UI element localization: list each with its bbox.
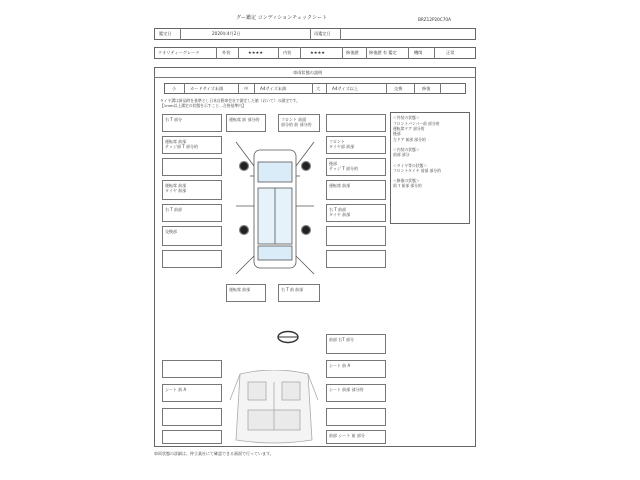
legend-small-text: カードサイズ未満	[190, 86, 224, 91]
cell-right-6	[326, 226, 386, 246]
legend-large-mark: 大	[316, 86, 321, 91]
interior-cell-right-5: 前部 シート 前 部分	[326, 430, 386, 444]
cell-left-7	[162, 250, 222, 268]
sheet-title: グー鑑定 コンディションチェックシート	[236, 15, 327, 21]
cell-left-5: 右 T 前部	[162, 204, 222, 222]
engine-label: 機関	[414, 50, 423, 55]
remarks-line: ＜内装の状態＞	[393, 147, 420, 152]
cell-bottom-2: 右 T 前 前部	[278, 284, 320, 302]
date-label: 鑑定日	[159, 31, 172, 36]
remarks-title: ＜外装の状態＞	[393, 115, 420, 120]
remarks-line: 前部 部分	[393, 152, 410, 158]
legend-replace-mark: 交換	[394, 86, 403, 91]
quality-label: クオリティーグレード	[158, 50, 200, 55]
cell-right-7	[326, 250, 386, 268]
condition-check-sheet	[150, 12, 480, 460]
remarks-line: 左ドア 前部 部分的	[393, 136, 426, 142]
exterior-stars: ★★★★	[248, 50, 264, 55]
rekantei-label: 再鑑定日	[314, 31, 331, 36]
interior-stars: ★★★★	[310, 50, 326, 55]
interior-cell-left-3	[162, 408, 222, 426]
engine-value: 正常	[446, 50, 455, 55]
car-top-view-diagram	[228, 136, 322, 280]
cell-right-2: フロント タイヤ部 前部	[326, 136, 386, 154]
footer-note: 車両状態の詳細は、仲立業社にて確認できる画面で行っています。	[154, 451, 274, 456]
cell-right-3: 後部 テッジ T 部分的	[326, 158, 386, 176]
cell-left-3	[162, 158, 222, 176]
remarks-line: ＜修復の状態＞	[393, 178, 420, 184]
cell-top-1: 運転席 前 部分的	[226, 114, 266, 132]
interior-cell-right-3: シート 前部 部分的	[326, 384, 386, 402]
remarks-line: 運転席ドア 部分的	[393, 126, 425, 132]
remarks-line: 後部	[393, 131, 401, 137]
cell-top-2: フロント 前面 部分的 前 部分的	[278, 114, 320, 132]
note-line-2: 【1mm以上測定の状態を示すこと…合格基準内】	[160, 103, 246, 108]
cell-bottom-1: 運転席 前部	[226, 284, 266, 302]
remarks-line: フロントタイヤ 前部 部分的	[393, 167, 441, 173]
interior-cell-left-1	[162, 360, 222, 378]
legend-mid-text: A4サイズ未満	[260, 86, 287, 91]
cell-right-4: 運転席 前部	[326, 180, 386, 200]
remarks-line: フロントバンパー前 部分的	[393, 121, 440, 126]
section-title: 車両状態の説明	[293, 70, 323, 75]
repair-value: 修復歴 有 鑑定	[369, 50, 397, 55]
repair-label: 修復歴	[346, 50, 359, 55]
cell-left-6: 交換部	[162, 226, 222, 246]
steering-wheel-icon	[276, 330, 300, 344]
exterior-label: 外装	[222, 50, 231, 55]
interior-cell-right-2: シート 前 A	[326, 360, 386, 378]
cell-right-1	[326, 114, 386, 132]
cell-right-5: 右 T 前部 タイヤ 前部	[326, 204, 386, 222]
cell-left-4: 運転席 前部 タイヤ 前部	[162, 180, 222, 200]
interior-cell-left-4	[162, 430, 222, 444]
interior-cell-right-1: 前部 右T 部分	[326, 334, 386, 354]
interior-label: 内装	[283, 50, 292, 55]
interior-cell-right-4	[326, 408, 386, 426]
remarks-line: ＜タイヤ等の状態＞	[393, 162, 428, 168]
note-line-1: タイヤ溝は新品時を基準とし日本自動車会社で測定した値（おいて）の測定です。	[160, 98, 301, 103]
date-value: 2020年4月2日	[212, 31, 241, 36]
legend-small-mark: 小	[172, 86, 177, 91]
interior-cell-left-2: シート 前 A	[162, 384, 222, 402]
legend-mid-mark: 中	[244, 86, 249, 91]
cell-left-2: 運転席 前部 テッジ部 T 部分的	[162, 136, 222, 154]
car-interior-diagram	[226, 370, 322, 446]
cell-top-left: 右 T 部分	[162, 114, 222, 132]
car-body	[236, 142, 314, 274]
sheet-code: BRZ12P20C70A	[418, 17, 451, 22]
legend-repair-mark: 修復	[422, 86, 431, 91]
legend-large-text: A4サイズ以上	[332, 86, 359, 91]
remarks-line: 前 T 前部 部分的	[393, 183, 422, 189]
